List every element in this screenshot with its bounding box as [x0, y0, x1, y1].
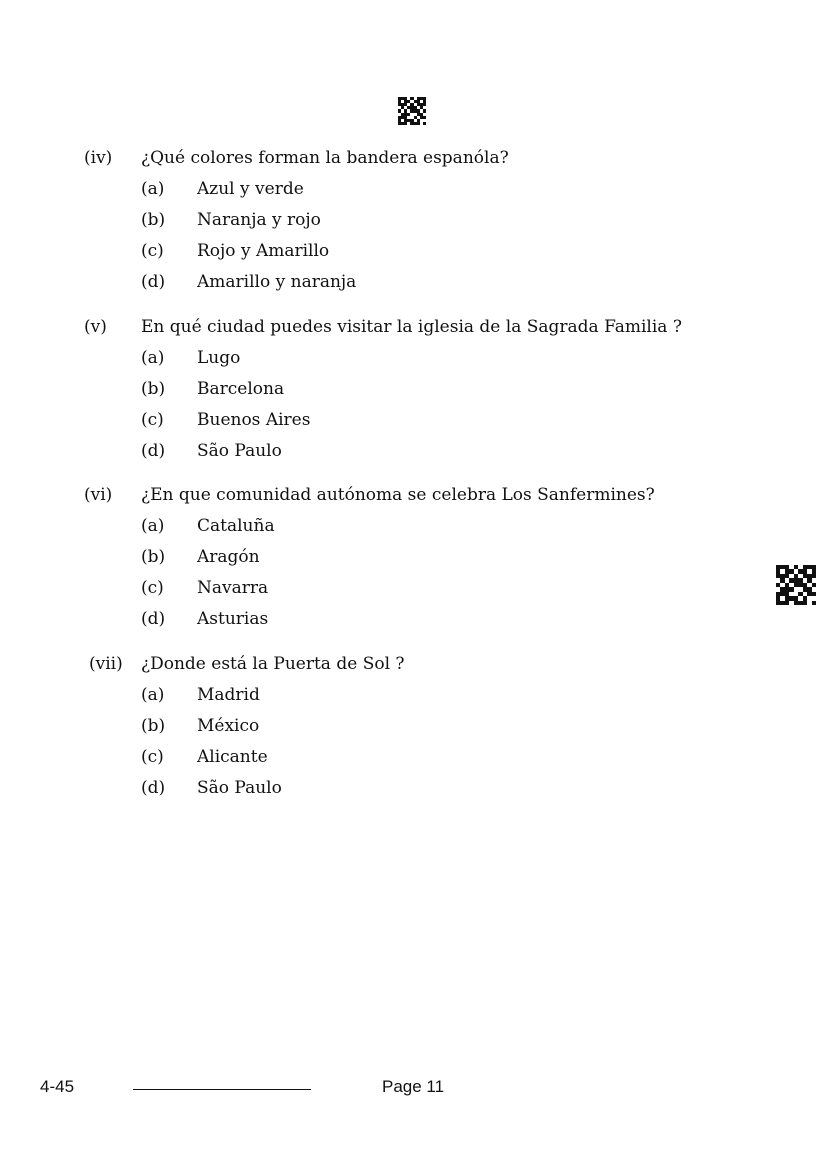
option-row	[0, 573, 827, 604]
option-row	[0, 405, 827, 436]
option-letter: (a)	[141, 179, 165, 199]
option-row	[0, 236, 827, 267]
option-letter: (c)	[141, 578, 164, 598]
option-row	[0, 742, 827, 773]
option-text: Cataluña	[197, 516, 275, 536]
option-text: Rojo y Amarillo	[197, 241, 330, 261]
option-text: Lugo	[197, 348, 241, 368]
option-row	[0, 711, 827, 742]
option-row	[0, 436, 827, 467]
option-text: Alicante	[197, 747, 268, 767]
option-letter: (d)	[141, 441, 166, 461]
option-row	[0, 773, 827, 804]
question-row	[0, 649, 827, 680]
question-row	[0, 480, 827, 511]
option-row	[0, 604, 827, 635]
option-text: Barcelona	[197, 379, 285, 399]
question-number: (v)	[84, 317, 107, 337]
option-text: Asturias	[197, 609, 269, 629]
option-text: Aragón	[197, 547, 260, 567]
option-letter: (d)	[141, 778, 166, 798]
option-text: Navarra	[197, 578, 269, 598]
question-number: (iv)	[84, 148, 113, 168]
option-letter: (d)	[141, 272, 166, 292]
option-text: México	[197, 716, 260, 736]
page-number: Page 11	[382, 1077, 445, 1096]
question-text: ¿Qué colores forman la bandera espanóla?	[141, 148, 509, 168]
option-letter: (b)	[141, 716, 166, 736]
option-row	[0, 374, 827, 405]
option-row	[0, 205, 827, 236]
option-text: Madrid	[197, 685, 260, 705]
option-text: Amarillo y naranja	[197, 272, 357, 292]
option-letter: (c)	[141, 410, 164, 430]
option-letter: (a)	[141, 348, 165, 368]
option-text: Naranja y rojo	[197, 210, 321, 230]
question-row	[0, 312, 827, 343]
option-letter: (d)	[141, 609, 166, 629]
question-block	[0, 649, 827, 804]
option-letter: (a)	[141, 685, 165, 705]
option-row	[0, 174, 827, 205]
option-letter: (c)	[141, 747, 164, 767]
option-letter: (c)	[141, 241, 164, 261]
question-text: En qué ciudad puedes visitar la iglesia de la Sagrada Familia ?	[141, 317, 682, 337]
question-text: ¿En que comunidad autónoma se celebra Los Sanfermines?	[141, 485, 655, 505]
footer-divider	[133, 1089, 311, 1090]
option-text: Buenos Aires	[197, 410, 311, 430]
question-number: (vi)	[84, 485, 113, 505]
qr-code-icon	[398, 97, 426, 125]
paper-code: 4-45	[40, 1077, 75, 1096]
option-row	[0, 343, 827, 374]
option-row	[0, 511, 827, 542]
option-letter: (a)	[141, 516, 165, 536]
option-text: São Paulo	[197, 778, 282, 798]
option-letter: (b)	[141, 379, 166, 399]
option-row	[0, 542, 827, 573]
question-text: ¿Donde está la Puerta de Sol ?	[141, 654, 405, 674]
option-letter: (b)	[141, 547, 166, 567]
question-block	[0, 143, 827, 298]
option-row	[0, 267, 827, 298]
option-text: Azul y verde	[197, 179, 304, 199]
question-number: (vii)	[89, 654, 123, 674]
question-block	[0, 312, 827, 467]
option-letter: (b)	[141, 210, 166, 230]
option-text: São Paulo	[197, 441, 282, 461]
question-block	[0, 480, 827, 635]
question-row	[0, 143, 827, 174]
option-row	[0, 680, 827, 711]
